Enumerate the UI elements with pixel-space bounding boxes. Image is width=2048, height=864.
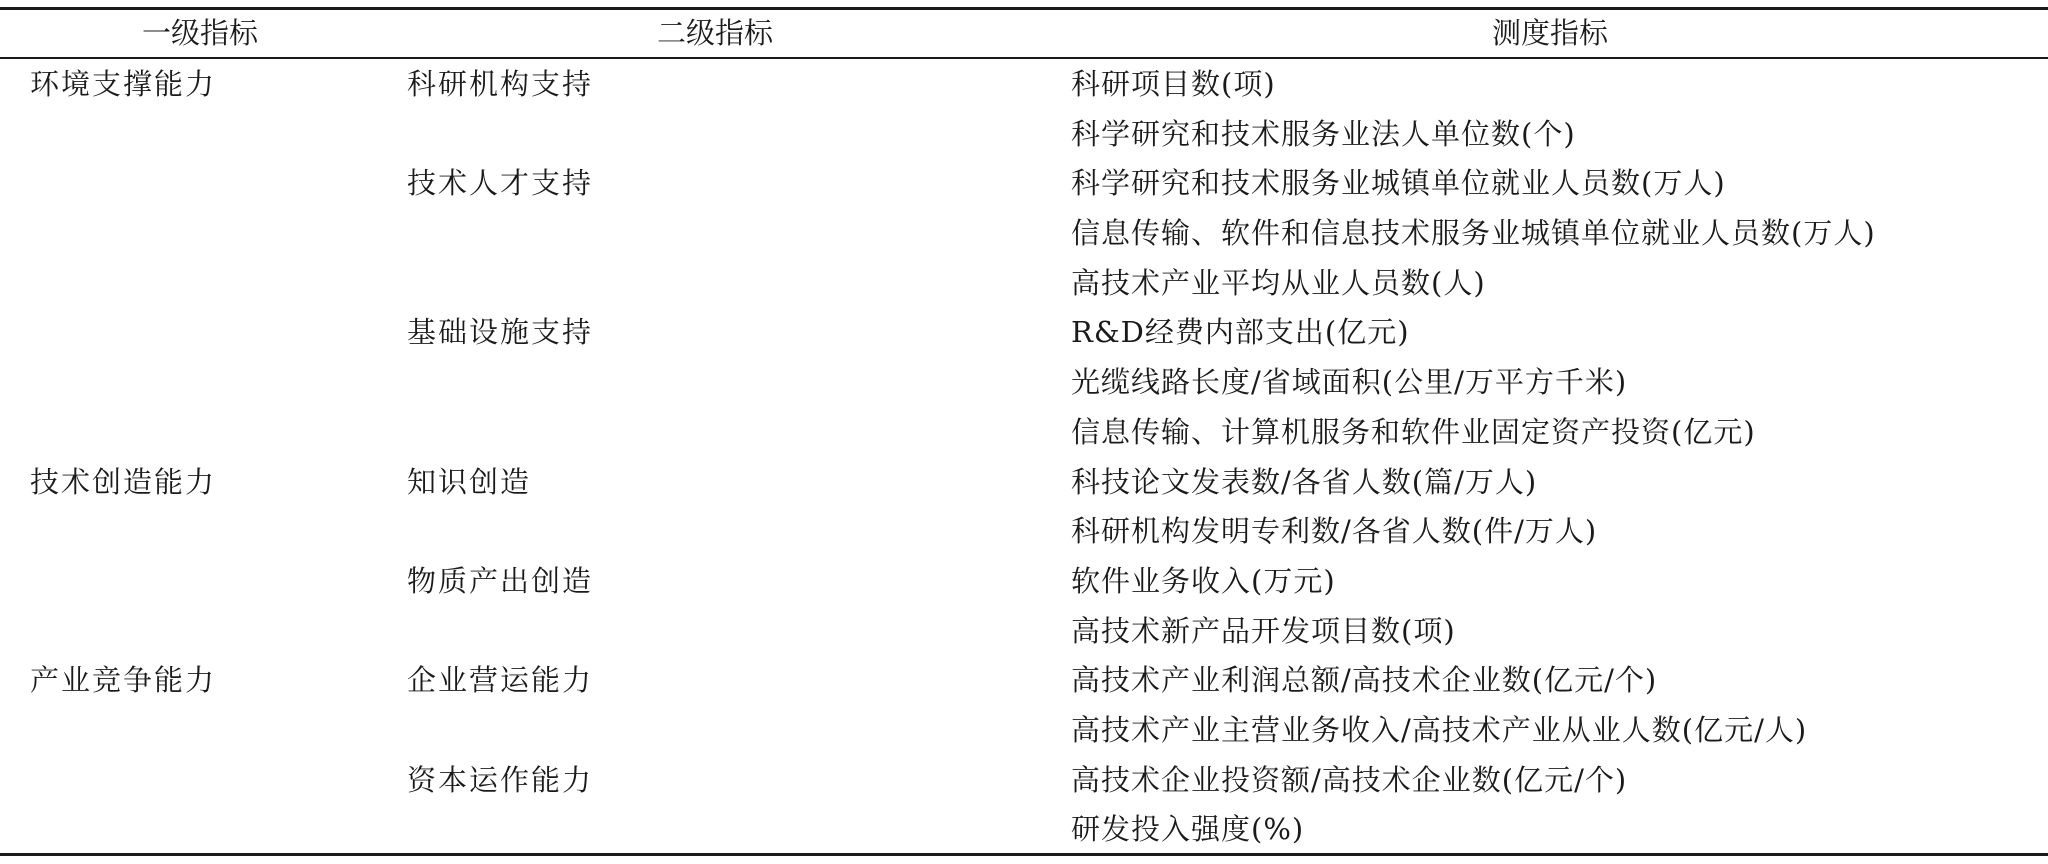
level1-cell: 技术创造能力 [30, 464, 217, 499]
measure-cell: 软件业务收入(万元) [1071, 563, 1336, 598]
table-row [0, 209, 2048, 259]
measure-cell: 研发投入强度(%) [1071, 812, 1305, 847]
level1-cell: 环境支撑能力 [30, 67, 217, 101]
table-row [0, 259, 2048, 309]
table-row [0, 607, 2048, 657]
table-row [0, 557, 2048, 607]
measure-cell: 高技术产业主营业务收入/高技术产业从业人数(亿元/人) [1071, 712, 1808, 747]
level2-cell: 知识创造 [407, 464, 532, 499]
measure-cell: 科技论文发表数/各省人数(篇/万人) [1071, 464, 1538, 499]
header-measure: 测度指标 [1491, 16, 1608, 50]
level2-cell: 物质产出创造 [407, 563, 594, 598]
measure-cell: 高技术新产品开发项目数(项) [1071, 613, 1456, 648]
table-row [0, 756, 2048, 806]
level2-cell: 资本运作能力 [407, 762, 594, 797]
table-row [0, 110, 2048, 160]
table-bottom-rule [0, 853, 2048, 856]
header-level1: 一级指标 [141, 16, 258, 50]
table-header-rule [0, 57, 2048, 59]
measure-cell: 科研机构发明专利数/各省人数(件/万人) [1071, 514, 1598, 549]
level2-cell: 基础设施支持 [407, 315, 594, 350]
measure-cell: 高技术企业投资额/高技术企业数(亿元/个) [1071, 762, 1628, 797]
table-row [0, 358, 2048, 408]
measure-cell: 科研项目数(项) [1071, 67, 1276, 101]
measure-cell: 信息传输、计算机服务和软件业固定资产投资(亿元) [1071, 414, 1756, 449]
level2-cell: 企业营运能力 [407, 663, 594, 698]
measure-cell: 信息传输、软件和信息技术服务业城镇单位就业人员数(万人) [1071, 216, 1876, 251]
measure-cell: 高技术产业利润总额/高技术企业数(亿元/个) [1071, 663, 1658, 698]
measure-cell: 科学研究和技术服务业城镇单位就业人员数(万人) [1071, 166, 1726, 201]
table-row [0, 805, 2048, 855]
level2-cell: 技术人才支持 [407, 166, 594, 201]
table-row [0, 656, 2048, 706]
table-row [0, 60, 2048, 110]
header-level2: 二级指标 [656, 16, 773, 50]
measure-cell: 高技术产业平均从业人员数(人) [1071, 265, 1486, 300]
table-row [0, 458, 2048, 508]
table-row [0, 308, 2048, 358]
table-row [0, 706, 2048, 756]
level2-cell: 科研机构支持 [407, 67, 594, 101]
table-body [0, 60, 2048, 855]
table-row [0, 507, 2048, 557]
measure-cell: R&D经费内部支出(亿元) [1071, 315, 1410, 350]
level1-cell: 产业竞争能力 [30, 663, 217, 698]
table-row [0, 408, 2048, 458]
measure-cell: 光缆线路长度/省域面积(公里/万平方千米) [1071, 365, 1628, 400]
measure-cell: 科学研究和技术服务业法人单位数(个) [1071, 116, 1576, 151]
table-top-rule [0, 7, 2048, 10]
table-row [0, 159, 2048, 209]
